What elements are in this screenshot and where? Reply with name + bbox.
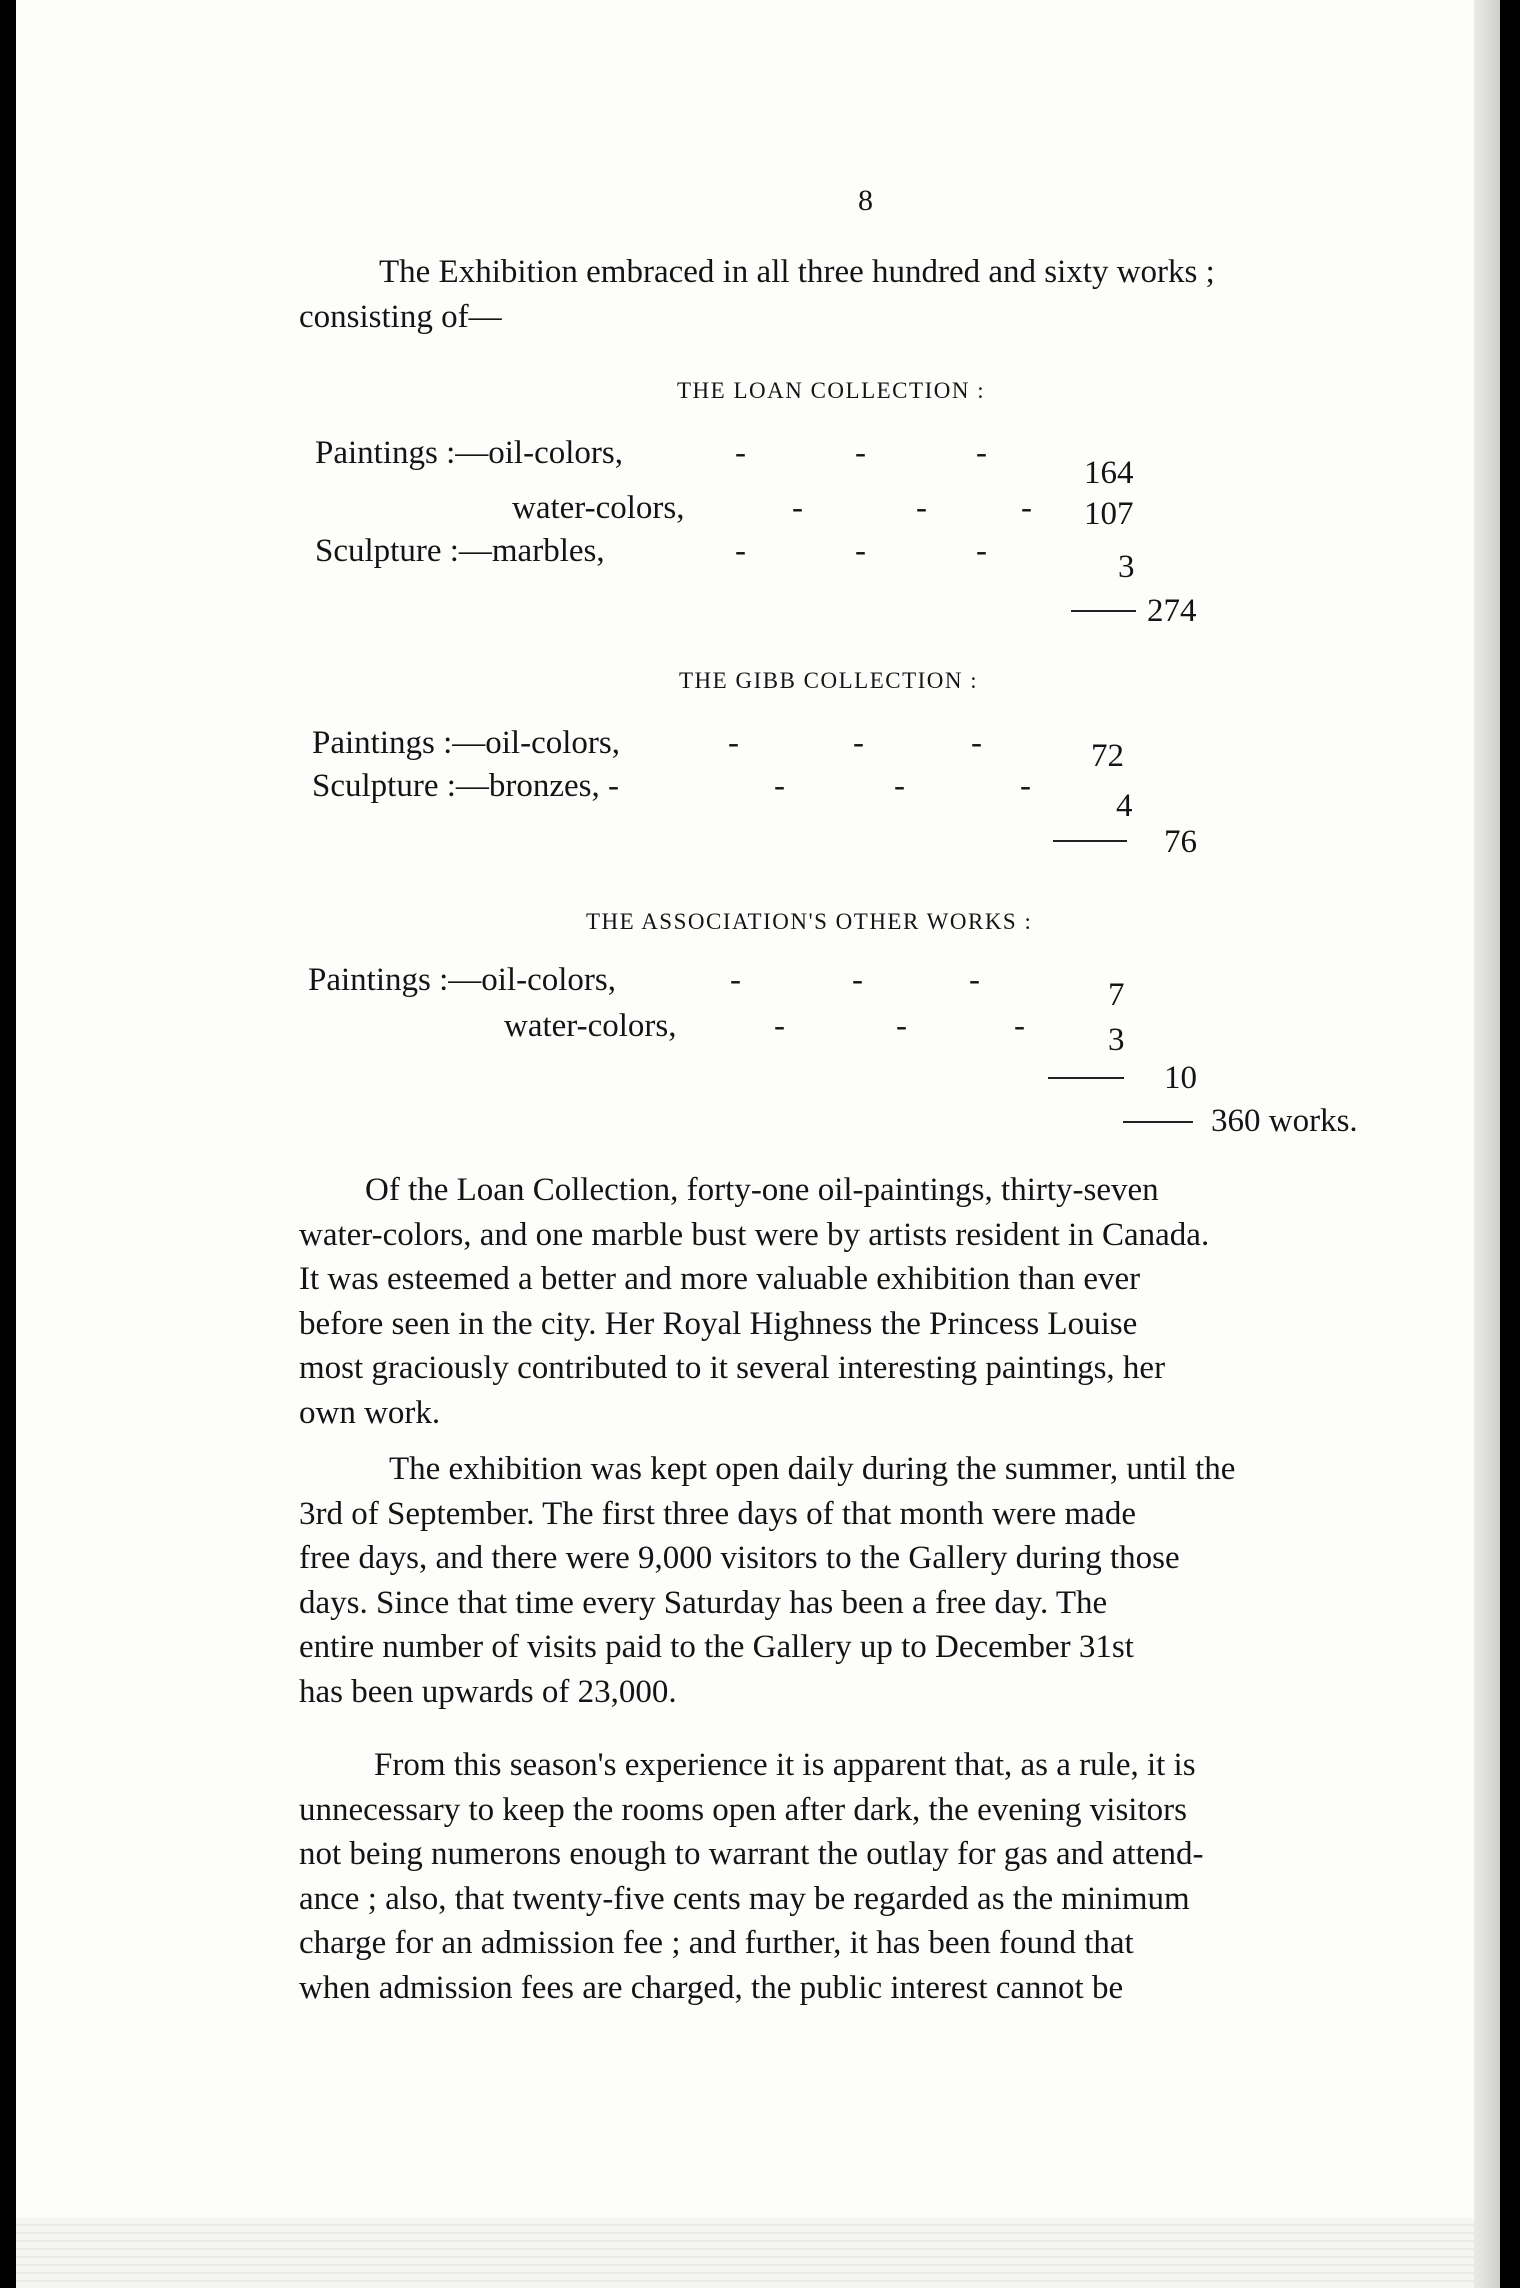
gibb-sculpture-value: 4 xyxy=(1116,788,1133,824)
loan-oil-value: 164 xyxy=(1084,455,1134,491)
subtotal-rule xyxy=(1048,1077,1124,1079)
leader-dash: - xyxy=(855,533,866,569)
leader-dash: - xyxy=(792,490,803,526)
loan-collection-heading: THE LOAN COLLECTION : xyxy=(677,378,986,403)
text-line: The exhibition was kept open daily during the summer, until the xyxy=(389,1451,1236,1487)
page-stack-edge xyxy=(16,2218,1500,2288)
text-line: charge for an admission fee ; and further, it has been found that xyxy=(299,1925,1134,1961)
association-oil-value: 7 xyxy=(1108,977,1125,1013)
text-line: days. Since that time every Saturday has been a free day. The xyxy=(299,1584,1108,1621)
leader-dash: - xyxy=(728,725,739,761)
leader-dash: - xyxy=(774,768,785,804)
loan-water-label: water-colors, xyxy=(512,490,685,526)
text-line: when admission fees are charged, the public interest cannot be xyxy=(299,1969,1124,2006)
leader-dash: - xyxy=(855,435,866,471)
association-water-value: 3 xyxy=(1108,1022,1125,1058)
text-line: entire number of visits paid to the Gallery up to December 31st xyxy=(299,1629,1134,1665)
leader-dash: - xyxy=(774,1008,785,1044)
leader-dash: - xyxy=(916,490,927,526)
text-line: From this season's experience it is apparent that, as a rule, it is xyxy=(374,1747,1196,1783)
gibb-total: 76 xyxy=(1164,824,1197,860)
paragraph-loan-collection xyxy=(299,1168,1396,1435)
intro-paragraph xyxy=(299,250,1396,339)
leader-dash: - xyxy=(971,725,982,761)
grand-total: 360 works. xyxy=(1211,1103,1358,1139)
text-line: free days, and there were 9,000 visitors to the Gallery during those xyxy=(299,1540,1180,1576)
leader-dash: - xyxy=(1020,768,1031,804)
text-line: unnecessary to keep the rooms open after dark, the evening visitors xyxy=(299,1791,1187,1828)
page-number: 8 xyxy=(858,184,873,217)
loan-total: 274 xyxy=(1147,593,1197,629)
leader-dash: - xyxy=(1021,490,1032,526)
text-line: 3rd of September. The first three days of that month were made xyxy=(299,1495,1136,1532)
gibb-sculpture-label: Sculpture :—bronzes, - xyxy=(312,768,620,804)
text-line: before seen in the city. Her Royal Highness the Princess Louise xyxy=(299,1305,1138,1342)
gibb-oil-value: 72 xyxy=(1091,738,1124,774)
association-heading: THE ASSOCIATION'S OTHER WORKS : xyxy=(586,909,1033,934)
text-line: water-colors, and one marble bust were by artists resident in Canada. xyxy=(299,1216,1210,1253)
leader-dash: - xyxy=(894,768,905,804)
association-water-label: water-colors, xyxy=(504,1008,677,1044)
leader-dash: - xyxy=(735,435,746,471)
text-line: has been upwards of 23,000. xyxy=(299,1673,677,1710)
association-oil-label: Paintings :—oil-colors, xyxy=(308,962,616,998)
leader-dash: - xyxy=(1014,1008,1025,1044)
loan-oil-label: Paintings :—oil-colors, xyxy=(315,435,623,471)
gibb-oil-label: Paintings :—oil-colors, xyxy=(312,725,620,761)
grand-total-rule xyxy=(1123,1121,1193,1123)
loan-sculpture-value: 3 xyxy=(1118,549,1135,585)
leader-dash: - xyxy=(852,962,863,998)
intro-line: The Exhibition embraced in all three hundred and sixty works ; xyxy=(379,254,1215,290)
page-right-edge xyxy=(1474,0,1500,2288)
subtotal-rule xyxy=(1071,610,1136,612)
leader-dash: - xyxy=(976,435,987,471)
leader-dash: - xyxy=(969,962,980,998)
book-page xyxy=(16,0,1500,2288)
paragraph-exhibition-visits xyxy=(299,1447,1396,1714)
text-line: not being numerons enough to warrant the outlay for gas and attend- xyxy=(299,1836,1204,1872)
leader-dash: - xyxy=(735,533,746,569)
loan-sculpture-label: Sculpture :—marbles, xyxy=(315,533,605,569)
leader-dash: - xyxy=(730,962,741,998)
association-total: 10 xyxy=(1164,1060,1197,1096)
text-line: own work. xyxy=(299,1394,441,1431)
gibb-collection-heading: THE GIBB COLLECTION : xyxy=(679,668,979,693)
text-line: It was esteemed a better and more valuable exhibition than ever xyxy=(299,1261,1141,1297)
leader-dash: - xyxy=(896,1008,907,1044)
text-line: most graciously contributed to it several interesting paintings, her xyxy=(299,1350,1166,1386)
leader-dash: - xyxy=(976,533,987,569)
leader-dash: - xyxy=(853,725,864,761)
loan-water-value: 107 xyxy=(1084,496,1134,532)
paragraph-season-experience xyxy=(299,1743,1396,2010)
text-line: Of the Loan Collection, forty-one oil-paintings, thirty-seven xyxy=(365,1172,1159,1208)
intro-line: consisting of— xyxy=(299,298,502,335)
subtotal-rule xyxy=(1053,840,1127,842)
text-line: ance ; also, that twenty-five cents may be regarded as the minimum xyxy=(299,1880,1190,1917)
